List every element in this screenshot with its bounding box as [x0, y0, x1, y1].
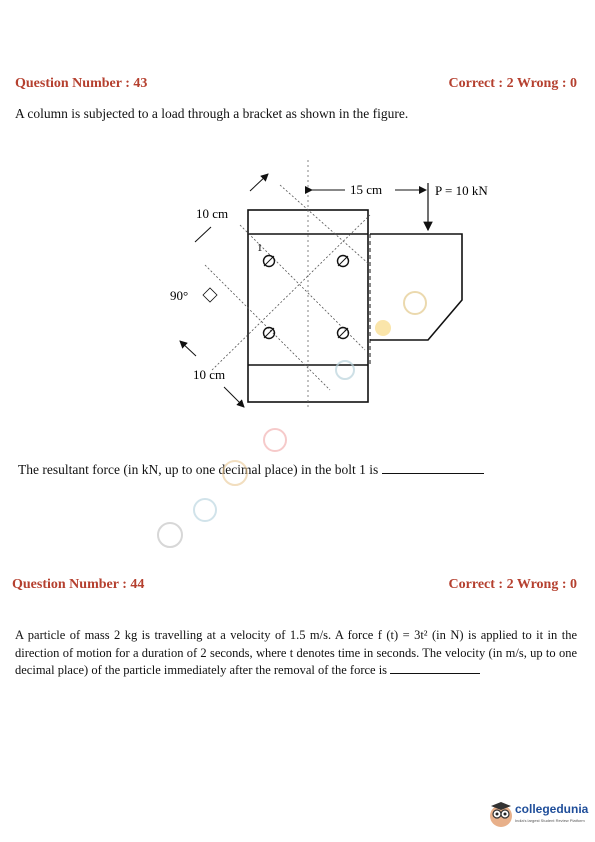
dim-10cm-bottom: 10 cm [193, 367, 226, 382]
dim-15cm: 15 cm [350, 182, 383, 197]
collegedunia-logo [488, 798, 590, 832]
bolt-1-label: 1 [257, 242, 263, 254]
watermark-logos [150, 425, 290, 555]
load-label: P = 10 kN [435, 183, 488, 198]
dim-10cm-top: 10 cm [196, 206, 229, 221]
q44-question: A particle of mass 2 kg is travelling at a velocity of 1.5 m/s. A force f (t) = 3t² (in N) is applied to it in the direction of motion for a duration of 2 seconds, where t denotes time in seconds. The velocity (in m/s, up to one decimal place) of the particle immediately after the removal of the force is [15, 628, 577, 677]
q43-number: Question Number : 43 [15, 76, 148, 91]
q44-question-block [15, 627, 577, 680]
brand-tagline: India's largest Student Review Platform [515, 818, 585, 823]
angle-90: 90° [170, 288, 189, 303]
q43-question: The resultant force (in kN, up to one decimal place) in the bolt 1 is [18, 462, 379, 477]
bracket-figure [0, 155, 595, 415]
q43-score: Correct : 2 Wrong : 0 [448, 76, 577, 91]
q44-number: Question Number : 44 [12, 577, 145, 592]
brand-name: collegedunia [515, 802, 589, 816]
q43-answer-blank[interactable] [382, 473, 484, 474]
owl-icon [488, 800, 514, 830]
q44-score: Correct : 2 Wrong : 0 [448, 577, 577, 592]
q44-answer-blank[interactable] [390, 673, 480, 674]
q43-intro: A column is subjected to a load through a bracket as shown in the figure. [15, 106, 409, 121]
